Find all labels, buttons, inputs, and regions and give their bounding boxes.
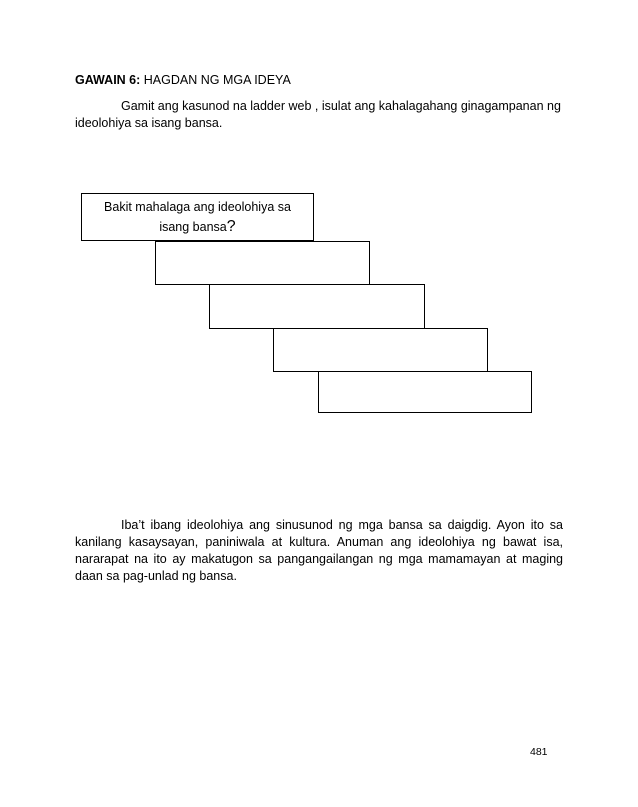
ladder-question-box [81,193,314,241]
instruction-text: Gamit ang kasunod na ladder web , isulat ang kahalagahang ginagampanan ng ideolohiya sa isang bansa. [75,99,561,130]
ladder-question-mark: ? [226,218,236,235]
ladder-step-2[interactable] [209,284,425,329]
activity-heading [75,73,291,87]
ladder-question-text: Bakit mahalaga ang ideolohiya sa isang bansa [104,200,291,234]
activity-title: HAGDAN NG MGA IDEYA [140,73,291,87]
activity-label: GAWAIN 6: [75,73,141,87]
ladder-step-3[interactable] [273,328,488,372]
ladder-step-1[interactable] [155,241,370,285]
ladder-step-4[interactable] [318,371,532,413]
body-paragraph: Iba’t ibang ideolohiya ang sinusunod ng mga bansa sa daigdig. Ayon ito sa kanilang kasaysayan, paniniwala at kultura. Anuman ang ideolohiya ng bawat isa, nararapat na ito ay makatugon sa pangangailangan ng mga mamamayan at maging daan sa pag-unlad ng bansa. [75,518,563,583]
page-number: 481 [530,746,548,758]
